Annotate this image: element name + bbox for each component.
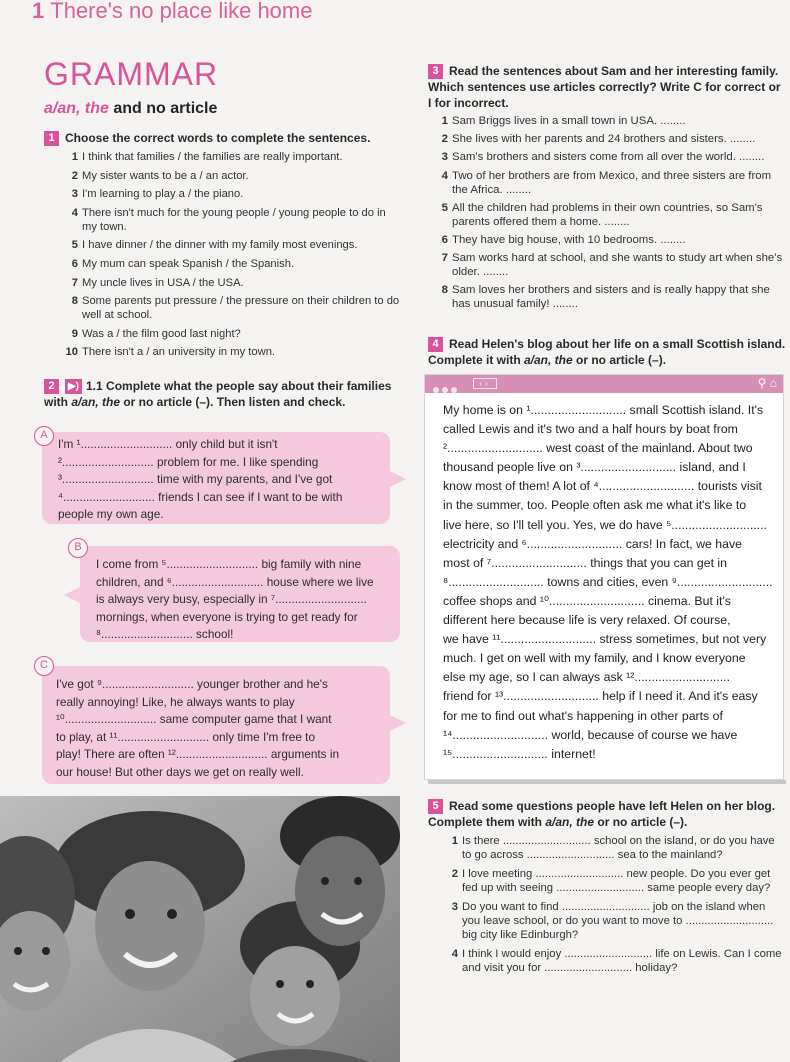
item-text: There isn't much for the young people / young people to do in my town. [82, 206, 386, 233]
list-item [432, 169, 784, 197]
list-item [62, 169, 402, 183]
list-item [432, 150, 784, 164]
item-number: 9 [71, 327, 78, 340]
item-text: Two of her brothers are from Mexico, and three sisters are from the Africa. ........ [452, 169, 772, 196]
item-text: Is there ............................ school on the island, or do you have to go across ............................ sea to the mainland? [462, 835, 775, 862]
item-text: Sam's brothers and sisters come from all over the world. ........ [452, 151, 765, 164]
item-text: Some parents put pressure / the pressure on their children to do well at school. [82, 295, 400, 322]
item-text: They have big house, with 10 bedrooms. ........ [452, 233, 686, 246]
item-text: I think I would enjoy ............................ life on Lewis. Can I come and visit you for ............................ holiday? [462, 947, 782, 975]
bubble-label: B [68, 538, 88, 558]
item-text: Sam loves her brothers and sisters and is really happy that she has unusual family! ........ [452, 284, 770, 311]
list-item [62, 276, 402, 290]
item-number: 4 [71, 206, 78, 219]
exercise-2-text-a: Complete what the people say about their families with [44, 379, 392, 410]
item-number: 3 [441, 151, 448, 164]
item-text: My sister wants to be a / an actor. [82, 169, 249, 182]
list-item [432, 132, 784, 146]
unit-header [32, 0, 312, 26]
family-photo-illustration [0, 796, 400, 1062]
item-number: 4 [451, 947, 458, 960]
unit-number: 1 [32, 0, 45, 23]
exercise-number-badge: 3 [428, 64, 443, 79]
section-title [44, 100, 217, 118]
item-text: I have dinner / the dinner with my family most evenings. [82, 239, 358, 252]
item-number: 5 [71, 239, 78, 252]
item-number: 1 [451, 835, 458, 847]
list-item [432, 251, 784, 279]
list-item [432, 283, 784, 311]
exercise-1-list [62, 150, 402, 364]
item-number: 7 [441, 252, 448, 265]
exercise-1-instruction [44, 130, 400, 146]
item-number: 8 [71, 295, 78, 308]
list-item [442, 947, 782, 976]
section-title-articles: a/an, the [44, 100, 109, 117]
exercise-3-instruction [428, 63, 786, 111]
list-item [62, 238, 402, 252]
exercise-5-text-italic: a/an, the [545, 815, 595, 830]
item-text: Sam works hard at school, and she wants to study art when she's older. ........ [452, 252, 783, 279]
audio-icon[interactable]: ▶) [65, 379, 82, 394]
item-text: I'm learning to play a / the piano. [82, 188, 244, 201]
exercise-4-text-italic: a/an, the [524, 353, 573, 368]
item-number: 1 [71, 151, 78, 163]
back-forward-icon[interactable]: ‹› [473, 378, 497, 389]
bubble-text: I come from ⁵............................ big family with nine children, and ⁶............................ house where we live is always very busy, especially in ⁷............................ mornings, when everyone is trying to get ready for ⁸............................ school! [96, 557, 374, 642]
exercise-3-text: Read the sentences about Sam and her interesting family. Which sentences use articles correctly? Write C for correct or I for incorrect. [428, 64, 781, 111]
search-home-icon[interactable]: ⚲ ⌂ [757, 376, 777, 390]
list-item [432, 233, 784, 247]
exercise-1-text: Choose the correct words to complete the sentences. [65, 131, 371, 145]
exercise-2-instruction [44, 378, 394, 410]
exercise-number-badge: 1 [44, 131, 59, 146]
item-number: 10 [65, 346, 78, 359]
list-item [62, 206, 402, 234]
bubble-tail [388, 714, 406, 732]
exercise-5-list [442, 834, 782, 980]
item-text: My uncle lives in USA / the USA. [82, 276, 244, 289]
item-number: 2 [71, 169, 78, 182]
bubble-tail [388, 470, 406, 488]
item-number: 6 [441, 233, 448, 246]
item-text: I think that families / the families are really important. [82, 151, 343, 163]
item-number: 5 [441, 201, 448, 214]
speech-bubble-b [74, 541, 400, 642]
bubble-text: I'm ¹............................ only child but it isn't ²............................ problem for me. I like spending ³............................ time with my parents, and I've got ⁴............................ friends I can see if I want to be with people my own age. [58, 437, 343, 522]
section-title-rest: and no article [108, 100, 218, 117]
item-text: My mum can speak Spanish / the Spanish. [82, 257, 295, 270]
item-number: 3 [71, 188, 78, 201]
list-item [442, 900, 782, 943]
family-photo [0, 796, 400, 1062]
list-item [432, 114, 784, 128]
exercise-5-text-b: or no article (–). [594, 815, 688, 830]
list-item [432, 201, 784, 229]
exercise-2-text-b: or no article (–). Then listen and check. [120, 395, 346, 410]
item-text: All the children had problems in their own countries, so Sam's parents offered them a home. ........ [452, 201, 763, 228]
list-item [62, 187, 402, 201]
item-number: 2 [441, 133, 448, 146]
item-text: She lives with her parents and 24 brothers and sisters. ........ [452, 133, 756, 146]
blog-browser-bar [425, 375, 783, 393]
item-number: 3 [451, 900, 458, 913]
audio-track-number: 1.1 [86, 379, 103, 393]
list-item [62, 257, 402, 271]
list-item [62, 150, 402, 164]
window-dots-icon [433, 380, 460, 398]
item-text: Sam Briggs lives in a small town in USA. ........ [452, 115, 686, 127]
list-item [62, 345, 402, 359]
item-number: 1 [441, 115, 448, 127]
exercise-number-badge: 2 [44, 379, 59, 394]
item-number: 7 [71, 276, 78, 289]
exercise-5-text-a: Read some questions people have left Helen on her blog. Complete them with [428, 799, 776, 830]
bubble-label: A [34, 426, 54, 446]
exercise-3-list [432, 114, 784, 316]
bubble-tail [64, 586, 82, 604]
list-item [62, 327, 402, 341]
item-number: 6 [71, 257, 78, 270]
speech-bubble-c [40, 659, 390, 784]
exercise-4-instruction [428, 336, 786, 368]
exercise-number-badge: 5 [428, 799, 443, 814]
item-number: 8 [441, 284, 448, 297]
item-text: Was a / the film good last night? [82, 327, 241, 340]
bubble-label: C [34, 656, 54, 676]
list-item [442, 867, 782, 896]
grammar-title: GRAMMAR [44, 56, 219, 92]
bubble-text: I've got ⁹............................ younger brother and he's really annoying! Like, he always wants to play ¹⁰............................ same computer game that I want to play, at ¹¹............................ only time I'm free to play! There are often ¹²............................ arguments in our house! But other days we get on really well. [56, 677, 340, 779]
exercise-4-text-a: Read Helen's blog about her life on a small Scottish island. Complete it with [428, 337, 786, 368]
exercise-5-instruction [428, 798, 786, 830]
exercise-number-badge: 4 [428, 337, 443, 352]
blog-shadow [428, 780, 786, 784]
unit-title: There's no place like home [50, 0, 313, 23]
list-item [442, 834, 782, 863]
list-item [62, 294, 402, 322]
exercise-4-text-b: or no article (–). [572, 353, 667, 368]
item-text: Do you want to find ............................ job on the island when you leave school, or do you want to move to ............................ big city like Edinburgh? [462, 900, 774, 942]
item-text: There isn't a / an university in my town. [82, 346, 276, 359]
item-number: 4 [441, 169, 448, 182]
blog-window [424, 374, 784, 780]
exercise-2-text-italic: a/an, the [71, 395, 121, 410]
blog-text: My home is on ¹............................ small Scottish island. It's called Lewis and it's two and a half hours by boat from ²............................ west coast of the mainland. About two thousand people live on ³............................ island, and I know most of them! A lot of ⁴............................ tourists visit in the summer, too. People often ask me what it's like to live here, so I'll tell you. Yes, we do have ⁵............................ electricity and ⁶............................ cars! In fact, we have most of ⁷............................ things that you can get in ⁸............................ towns and cities, even ⁹............................ coffee shops and ¹⁰............................ cinema. But it's different here because life is very relaxed. Of course, we have ¹¹............................ stress sometimes, but not very much. I get on well with my family, and I know everyone else my age, so I can always ask ¹²............................ friend for ¹³............................ help if I need it. And it's easy for me to find out what's happening in other parts of ¹⁴............................ world, because of course we have ¹⁵............................ internet! [443, 403, 773, 761]
item-text: I love meeting ............................ new people. Do you ever get fed up with seeing ............................ same people every day? [462, 867, 771, 895]
item-number: 2 [451, 867, 458, 880]
speech-bubble-a [40, 429, 390, 524]
